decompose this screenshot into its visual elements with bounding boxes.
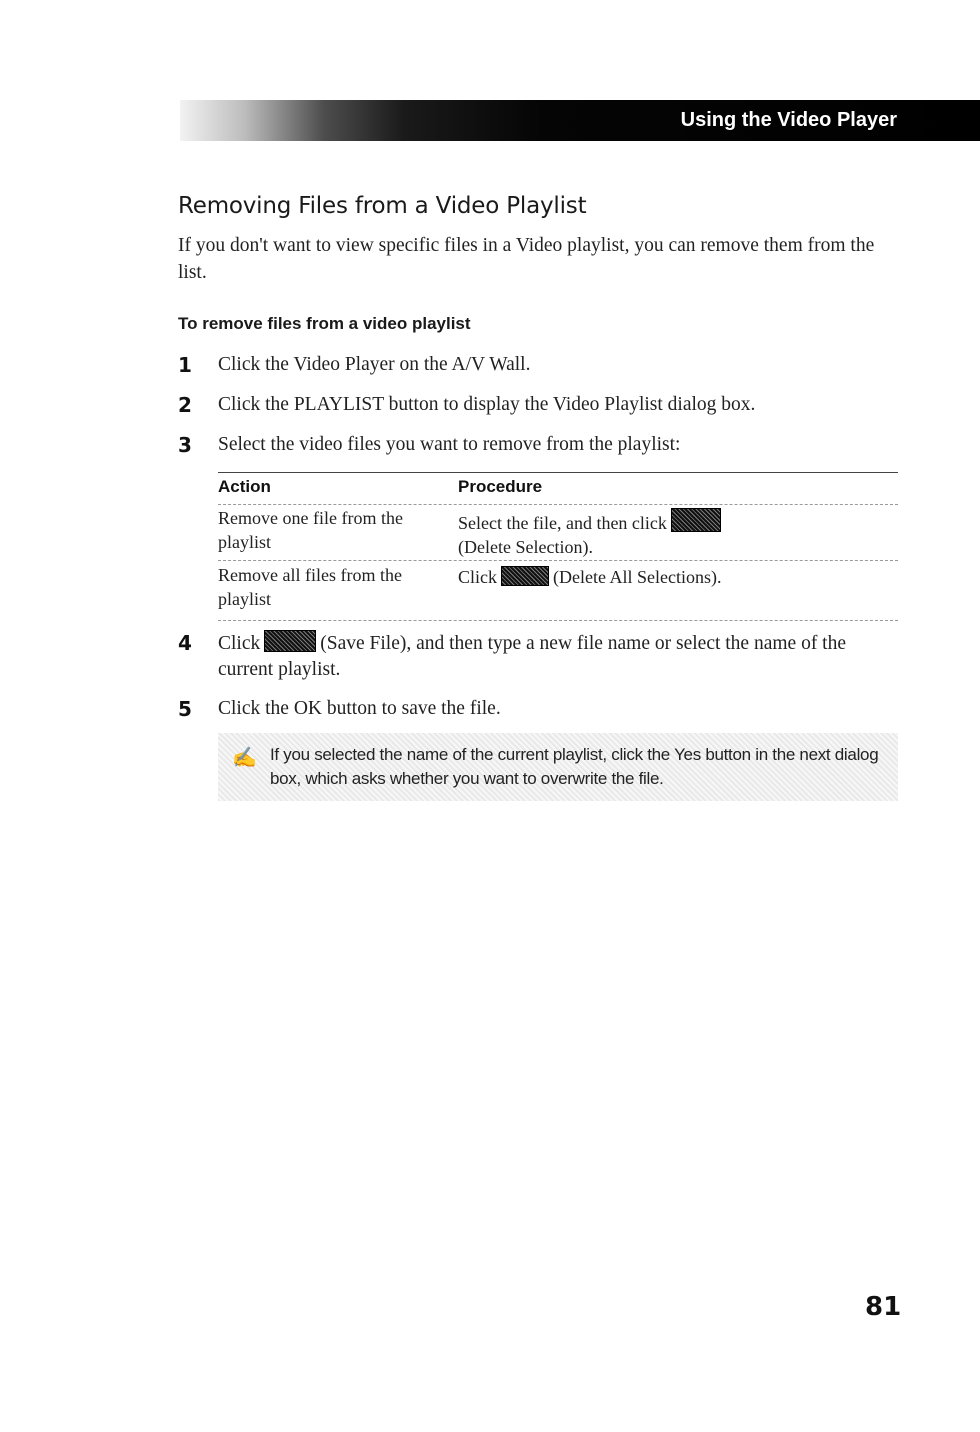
header-bar xyxy=(180,100,980,141)
step-text: Click the Video Player on the A/V Wall. xyxy=(218,354,531,375)
table-cell-procedure xyxy=(458,565,878,589)
table-header-rule xyxy=(218,504,898,505)
step-number: 1 xyxy=(178,353,192,377)
procedure-text: (Delete Selection). xyxy=(458,537,593,557)
table-cell-action: Remove all files from the playlist xyxy=(218,565,402,609)
step-number: 2 xyxy=(178,393,192,417)
step-text-part: (Save File), and then type a new file name or select the name of the current playlist. xyxy=(218,633,847,680)
action-table xyxy=(218,472,898,622)
note-pencil-icon: ✍ xyxy=(232,747,257,769)
table-header-procedure: Procedure xyxy=(458,477,543,496)
intro-paragraph: If you don't want to view specific files in a Video playlist, you can remove them from the list. xyxy=(178,235,875,283)
header-title: Using the Video Player xyxy=(680,109,897,131)
step-number: 3 xyxy=(178,433,192,457)
procedure-text: Select the file, and then click xyxy=(458,513,667,533)
table-bottom-rule xyxy=(218,620,898,621)
save-file-icon xyxy=(264,630,316,652)
note-box xyxy=(218,733,898,801)
table-top-rule xyxy=(218,472,898,473)
step-text: Click the PLAYLIST button to display the Video Playlist dialog box. xyxy=(218,394,756,415)
step-number: 4 xyxy=(178,631,192,655)
procedure-text: (Delete All Selections). xyxy=(553,567,722,587)
procedure-text: Click xyxy=(458,567,497,587)
step-text: Select the video files you want to remove from the playlist: xyxy=(218,434,681,455)
delete-all-selections-icon xyxy=(501,566,549,586)
step-text xyxy=(218,630,898,683)
step-text: Click the OK button to save the file. xyxy=(218,698,501,719)
table-cell-procedure xyxy=(458,508,878,559)
table-cell-action: Remove one file from the playlist xyxy=(218,508,403,552)
step-number: 5 xyxy=(178,697,192,721)
note-text: If you selected the name of the current playlist, click the Yes button in the next dialog box, which asks whether you want to overwrite the file. xyxy=(270,745,879,788)
step-text-part: Click xyxy=(218,633,261,654)
table-row-rule xyxy=(218,560,898,561)
procedure-title: To remove files from a video playlist xyxy=(178,314,471,333)
page-number: 81 xyxy=(865,1292,902,1322)
table-header-action: Action xyxy=(218,477,271,496)
delete-selection-icon xyxy=(671,508,721,532)
section-title: Removing Files from a Video Playlist xyxy=(178,193,587,219)
